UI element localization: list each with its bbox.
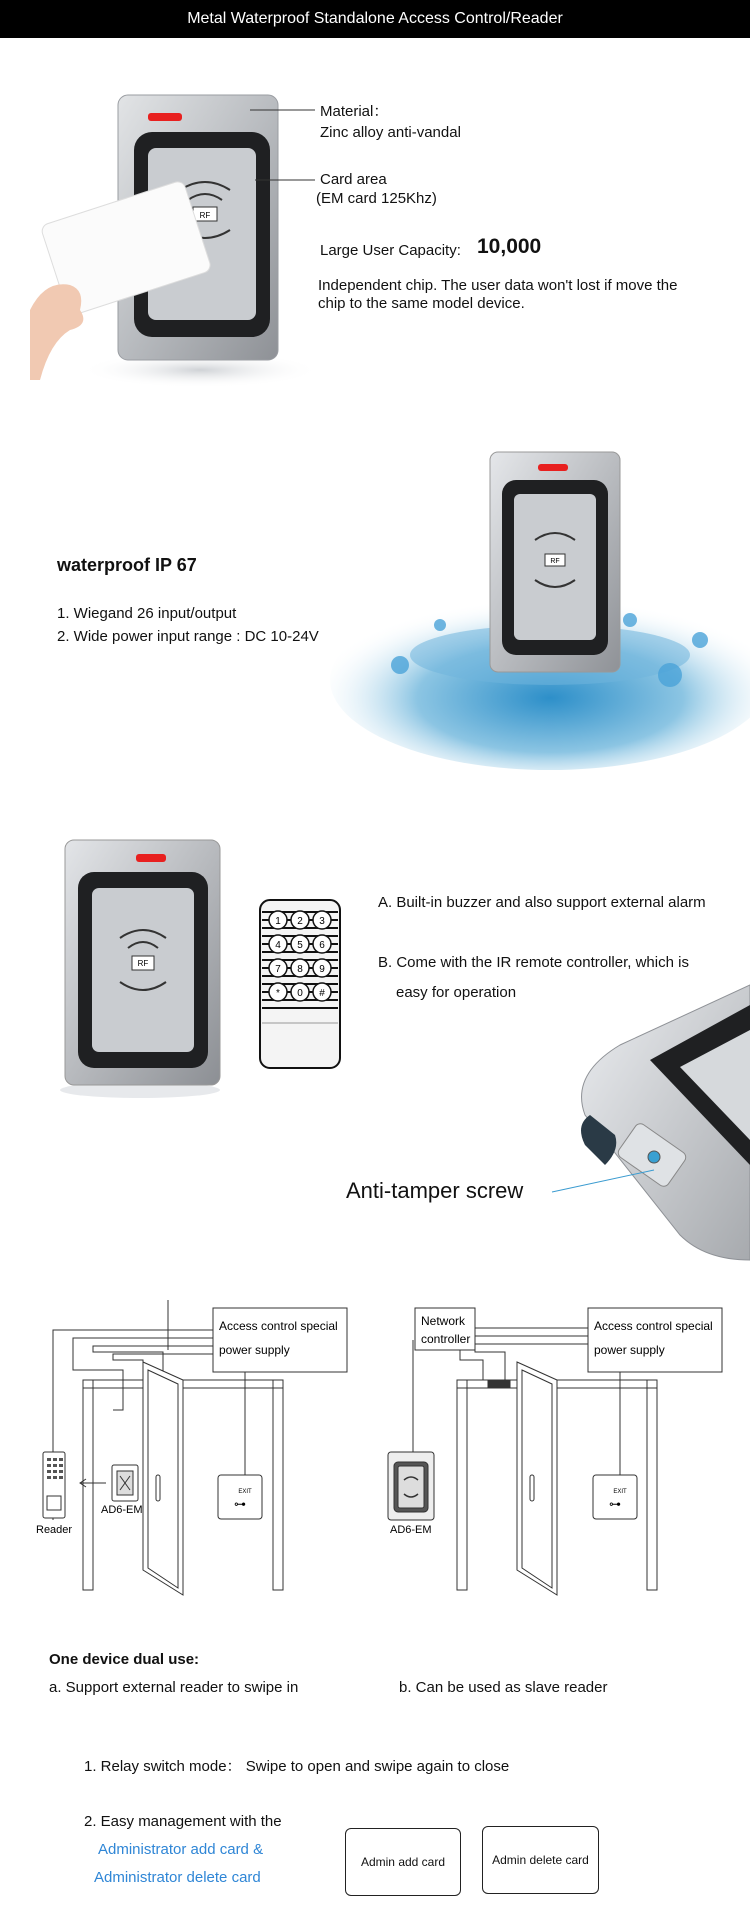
power-supply-label-line1: Access control special (219, 1319, 338, 1333)
wiring-diagram-slave-reader (380, 1300, 725, 1600)
anti-tamper-pointer (550, 1160, 660, 1200)
callout-lines (250, 100, 320, 190)
power-supply-label-line2: power supply (594, 1343, 665, 1357)
material-value: Zinc alloy anti-vandal (320, 124, 461, 141)
feature-remote-line1: B. Come with the IR remote controller, which is (378, 954, 689, 971)
key-icon: ⊶ (234, 1497, 246, 1511)
admin-add-card-label: Admin add card (360, 1855, 446, 1869)
remote-key-label: 3 (319, 916, 325, 927)
anti-tamper-closeup-image (530, 975, 750, 1265)
anti-tamper-label: Anti-tamper screw (346, 1178, 524, 1203)
rf-badge: RF (137, 959, 149, 968)
relay-mode-text: 1. Relay switch mode： Swipe to open and swipe again to close (84, 1758, 510, 1775)
power-supply-label-line2: power supply (219, 1343, 290, 1357)
material-label: Material： (320, 103, 389, 120)
management-line1: 2. Easy management with the (84, 1813, 282, 1830)
dual-use-item-b: b. Can be used as slave reader (399, 1679, 608, 1696)
power-supply-label-line1: Access control special (594, 1319, 713, 1333)
rf-badge: RF (550, 558, 560, 565)
reader-label: Reader (36, 1524, 73, 1536)
wiring-diagram-external-reader (30, 1300, 360, 1600)
feature-wiegand: 1. Wiegand 26 input/output (57, 605, 237, 622)
page-header: Metal Waterproof Standalone Access Control/Reader (0, 0, 750, 38)
remote-key-label: 5 (297, 940, 303, 951)
management-line2: Administrator add card & (98, 1841, 264, 1858)
device-label: AD6-EM (390, 1524, 432, 1536)
exit-button-label: EXIT (238, 1489, 252, 1495)
reader-front-image (60, 830, 230, 1100)
ir-remote-image (258, 898, 344, 1073)
management-line3: Administrator delete card (94, 1869, 261, 1886)
remote-key-label: 0 (297, 988, 303, 999)
device-label: AD6-EM (101, 1504, 143, 1516)
remote-key-label: 1 (275, 916, 281, 927)
remote-key-label: 9 (319, 964, 325, 975)
feature-power-range: 2. Wide power input range : DC 10-24V (57, 628, 319, 645)
feature-buzzer: A. Built-in buzzer and also support external alarm (378, 894, 706, 911)
waterproof-title: waterproof IP 67 (57, 555, 197, 575)
feature-remote-line2: easy for operation (396, 984, 517, 1001)
dual-use-item-a: a. Support external reader to swipe in (49, 1679, 299, 1696)
waterproof-product-image (320, 440, 750, 770)
admin-delete-card-label: Admin delete card (492, 1853, 589, 1867)
capacity-value: 10,000 (477, 235, 542, 258)
card-area-value: (EM card 125Khz) (316, 190, 437, 207)
remote-key-label: 2 (297, 916, 303, 927)
remote-key-label: # (319, 988, 325, 999)
admin-add-card-box (345, 1828, 461, 1896)
network-controller-label-line1: Network (421, 1314, 466, 1328)
admin-delete-card-box (482, 1826, 599, 1894)
network-controller-label-line2: controller (421, 1332, 471, 1346)
chip-description-line1: Independent chip. The user data won't lost if move the (318, 277, 678, 294)
chip-description-line2: chip to the same model device. (318, 295, 525, 312)
remote-key-label: 6 (319, 940, 325, 951)
card-area-label: Card area (320, 171, 387, 188)
remote-key-label: 4 (275, 940, 281, 951)
key-icon: ⊶ (609, 1497, 621, 1511)
remote-key-label: * (276, 988, 280, 999)
rf-badge: RF (199, 211, 211, 220)
exit-button-label: EXIT (613, 1489, 627, 1495)
dual-use-title: One device dual use: (49, 1651, 200, 1668)
capacity-label: Large User Capacity: (320, 242, 461, 259)
remote-key-label: 8 (297, 964, 303, 975)
remote-key-label: 7 (275, 964, 281, 975)
